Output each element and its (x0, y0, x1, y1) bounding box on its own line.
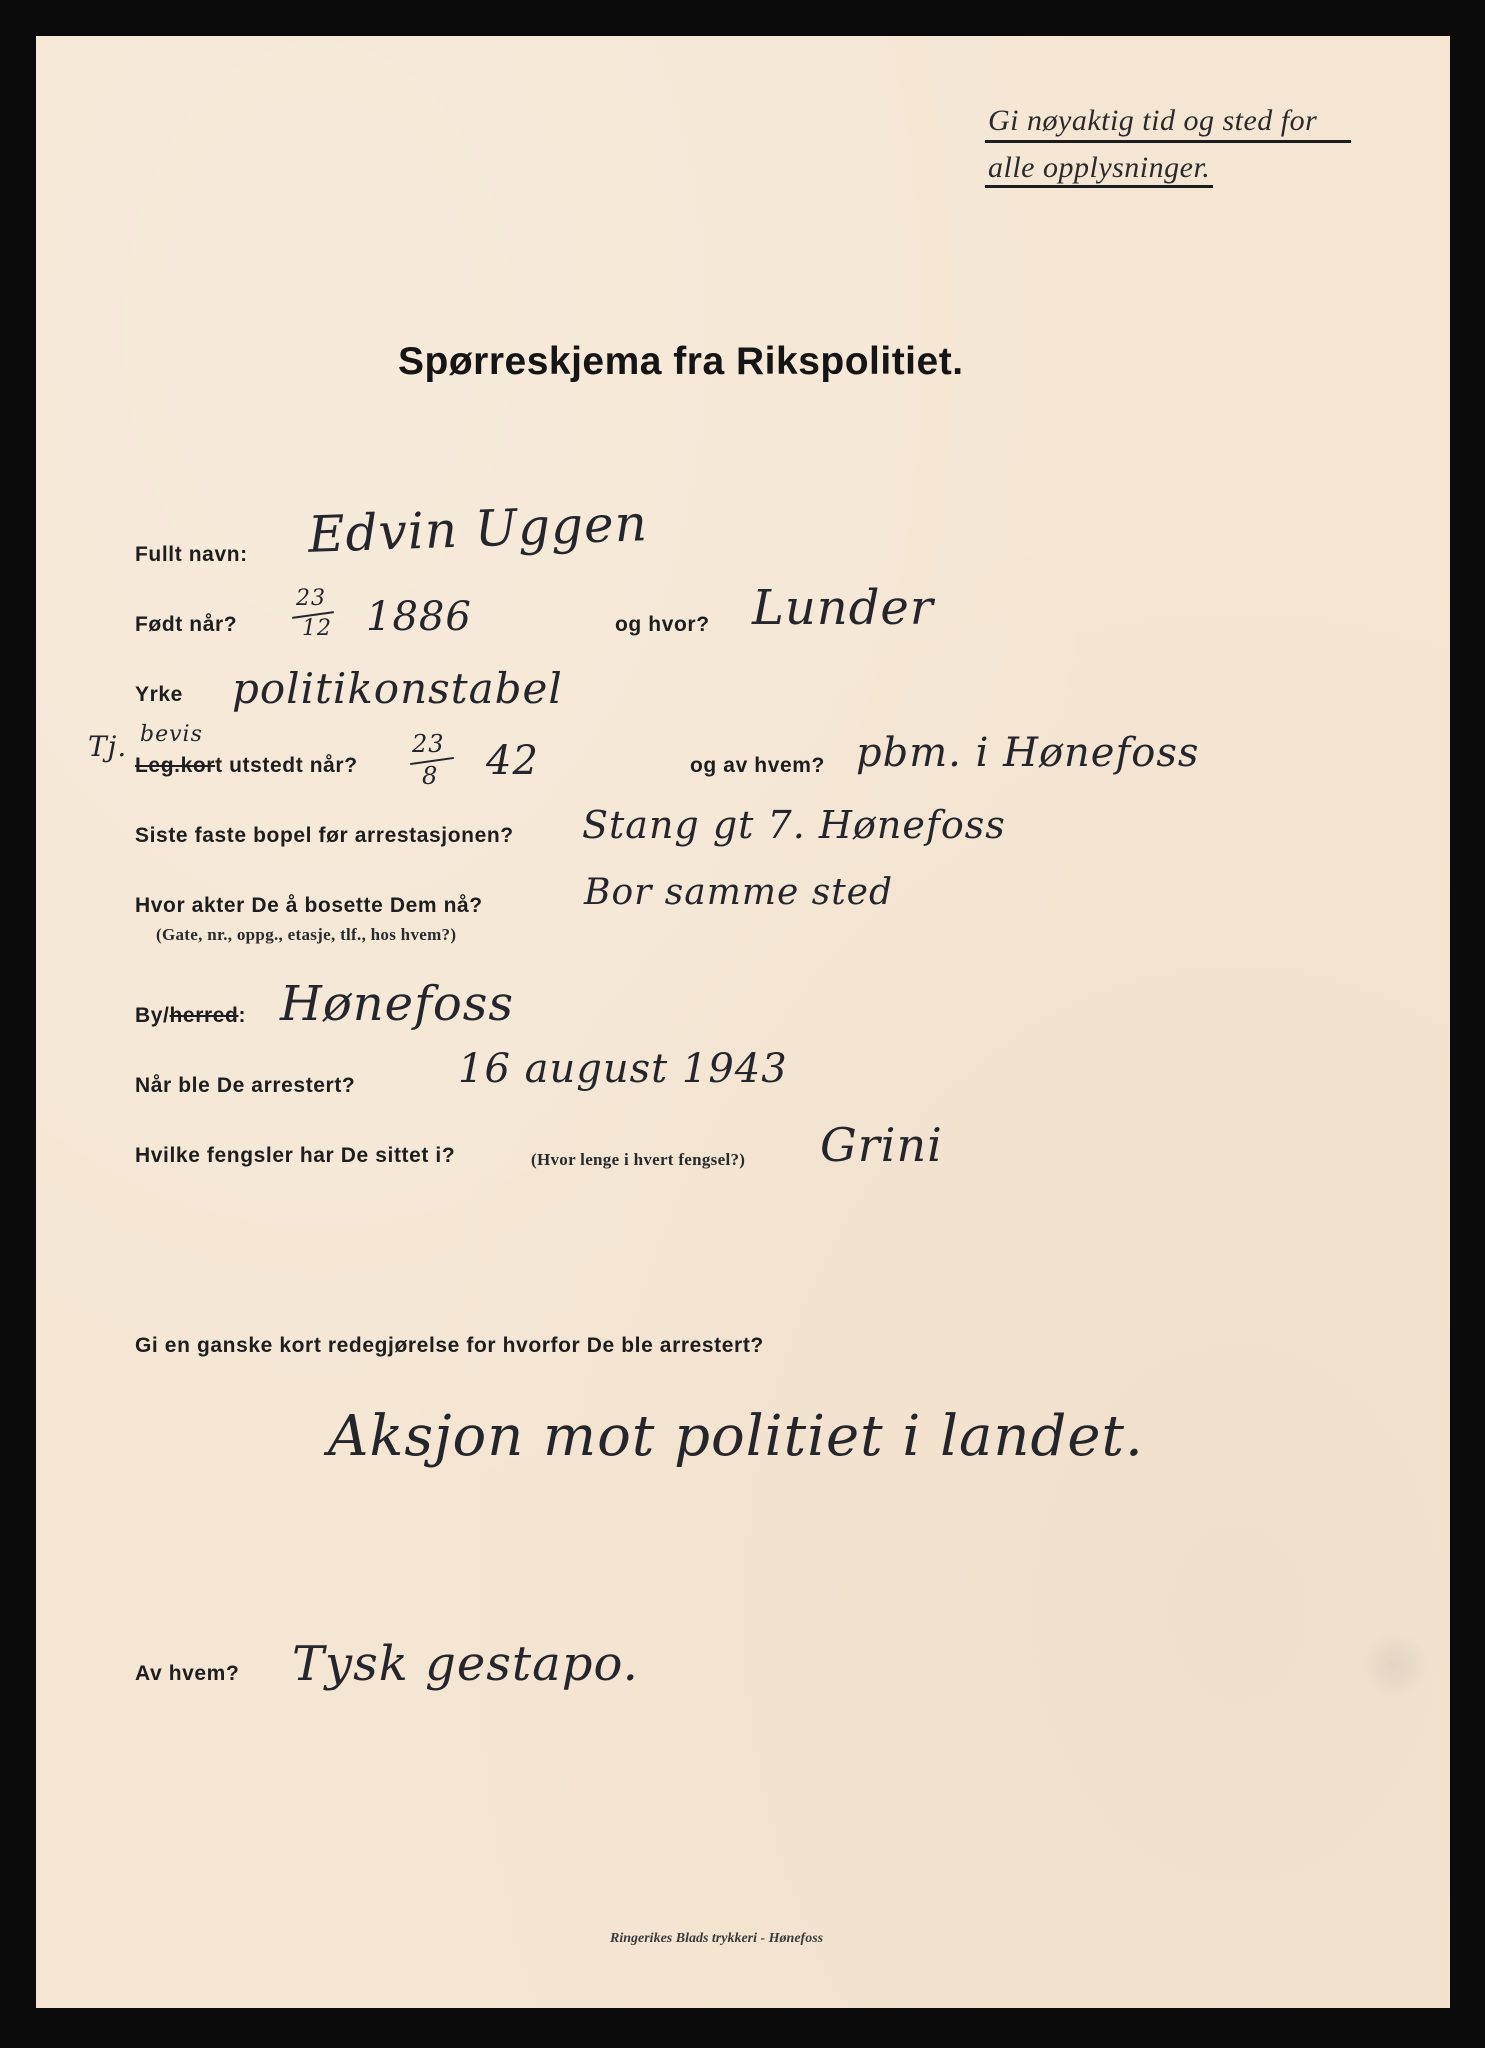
town-value: Hønefoss (280, 976, 515, 1032)
id-card-label (135, 754, 358, 778)
instruction-note-line1: Gi nøyaktig tid og sted for (988, 104, 1318, 137)
last-residence-label: Siste faste bopel før arrestasjonen? (135, 824, 514, 847)
id-correction-word: bevis (140, 722, 203, 747)
last-residence-value: Stang gt 7. Hønefoss (582, 803, 1006, 847)
town-label-suffix: : (238, 1004, 247, 1027)
prisons-label: Hvilke fengsler har De sittet i? (135, 1144, 456, 1167)
form-title: Spørreskjema fra Rikspolitiet. (398, 340, 964, 383)
born-where-label: og hvor? (615, 613, 710, 636)
id-date-fraction (410, 730, 454, 790)
arrested-when-value: 16 august 1943 (458, 1046, 788, 1092)
instruction-underline-1 (985, 140, 1351, 143)
town-label-prefix: By/ (135, 1004, 170, 1027)
town-label-struck: herred (169, 1004, 239, 1027)
printer-footer: Ringerikes Blads trykkeri - Hønefoss (610, 1931, 824, 1946)
occupation-value: politikonstabel (232, 664, 563, 713)
id-card-label-rest: t utstedt når? (215, 754, 358, 777)
reason-label: Gi en ganske kort redegjørelse for hvorfor De ble arrestert? (135, 1334, 764, 1357)
reason-value: Aksjon mot politiet i landet. (328, 1404, 1144, 1469)
instruction-note-line2: alle opplysninger. (988, 151, 1211, 184)
full-name-label: Fullt navn: (135, 543, 248, 566)
id-year: 42 (486, 738, 539, 784)
future-residence-label: Hvor akter De å bosette Dem nå? (135, 894, 483, 917)
prisons-hint: (Hvor lenge i hvert fengsel?) (531, 1150, 746, 1169)
id-day: 23 (412, 730, 445, 758)
born-where-value: Lunder (752, 580, 934, 636)
issued-by-label: og av hvem? (690, 754, 825, 777)
birth-month: 12 (302, 616, 332, 641)
future-residence-hint: (Gate, nr., oppg., etasje, tlf., hos hvem?) (156, 925, 457, 944)
by-whom-value: Tysk gestapo. (292, 1636, 639, 1692)
birth-day: 23 (296, 586, 326, 611)
issued-by-value: pbm. i Hønefoss (856, 730, 1200, 776)
occupation-label: Yrke (135, 683, 183, 706)
by-whom-label: Av hvem? (135, 1662, 240, 1685)
town-label (135, 1004, 246, 1028)
id-correction-prefix: Tj. (88, 730, 128, 763)
id-card-struck-word: Leg.kor (135, 754, 216, 777)
born-when-label: Født når? (135, 613, 238, 636)
birth-date-fraction (292, 586, 334, 642)
instruction-underline-2 (985, 185, 1213, 188)
form-paper (36, 36, 1450, 2008)
arrested-when-label: Når ble De arrestert? (135, 1074, 356, 1097)
paper-stain (1360, 1630, 1430, 1700)
birth-year: 1886 (366, 594, 472, 640)
prisons-value: Grini (820, 1118, 943, 1172)
id-month: 8 (422, 762, 439, 790)
future-residence-value: Bor samme sted (584, 872, 894, 913)
full-name-value: Edvin Uggen (307, 494, 649, 564)
